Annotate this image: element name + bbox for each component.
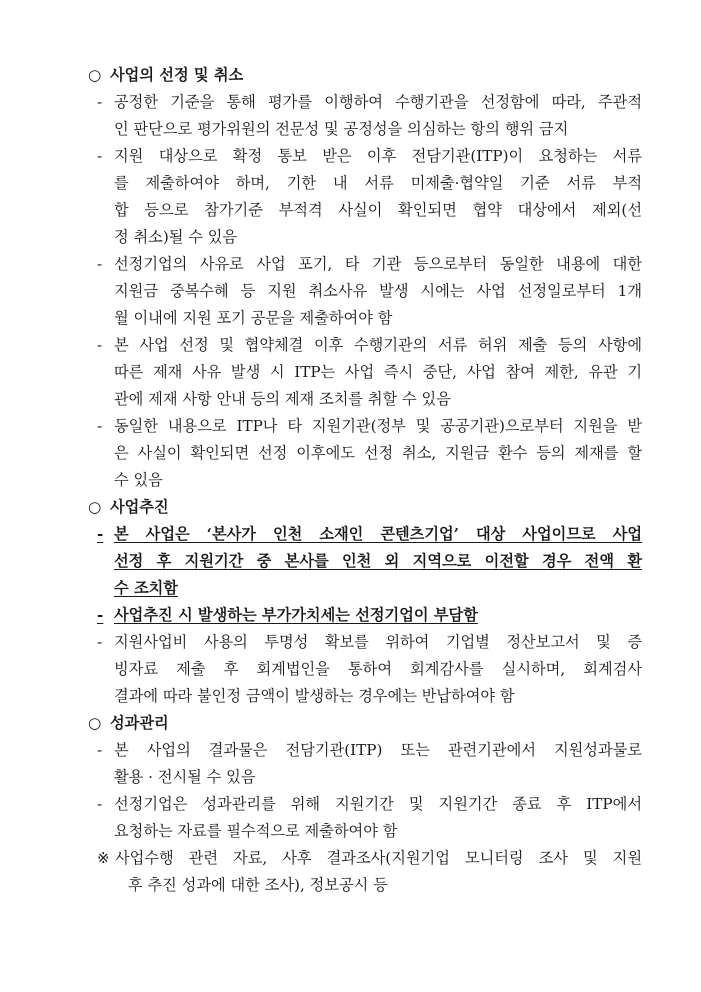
section-title: 성과관리 bbox=[110, 714, 169, 732]
item-text-cont: 관에 제재 사항 안내 등의 제재 조치를 취할 수 있음 bbox=[114, 390, 451, 408]
item-text-cont: 은 사실이 확인되면 선정 이후에도 선정 취소, 지원금 환수 등의 제재를 할 bbox=[114, 444, 642, 462]
item-text: 지원사업비 사용의 투명성 확보를 위하여 기업별 정산보고서 및 증 bbox=[114, 633, 642, 651]
item-text-cont: 활용 · 전시될 수 있음 bbox=[114, 768, 256, 786]
dash-bullet: - bbox=[97, 93, 103, 111]
item-text-cont: 합 등으로 참가기준 부적격 사실이 확인되면 협약 대상에서 제외(선 bbox=[114, 201, 642, 219]
item-text-cont: 따른 제재 사유 발생 시 ITP는 사업 즉시 중단, 사업 참여 제한, 유관 기 bbox=[114, 363, 642, 381]
item-text-cont: 인 판단으로 평가위원의 전문성 및 공정성을 의심하는 항의 행위 금지 bbox=[114, 120, 569, 138]
list-item bbox=[86, 89, 642, 116]
note-text-cont: 후 추진 성과에 대한 조사), 정보공시 등 bbox=[128, 876, 388, 894]
dash-bullet: - bbox=[97, 795, 103, 813]
list-item bbox=[86, 602, 642, 629]
list-item bbox=[86, 521, 642, 548]
item-text-cont: 수 있음 bbox=[114, 471, 163, 489]
item-text-emphasis: 선정 후 지원기간 중 본사를 인천 외 지역으로 이전할 경우 전액 환 bbox=[114, 552, 642, 570]
document-page bbox=[86, 62, 642, 899]
item-text-cont: 요청하는 자료를 필수적으로 제출하여야 함 bbox=[114, 822, 398, 840]
list-item bbox=[86, 737, 642, 764]
item-text-cont: 정 취소)될 수 있음 bbox=[114, 228, 238, 246]
item-text: 지원 대상으로 확정 통보 받은 이후 전담기관(ITP)이 요청하는 서류 bbox=[114, 147, 642, 165]
item-text-emphasis: 사업추진 시 발생하는 부가가치세는 선정기업이 부담함 bbox=[114, 606, 478, 624]
dash-bullet: - bbox=[97, 633, 103, 651]
item-text: 본 사업의 결과물은 전담기관(ITP) 또는 관련기관에서 지원성과물로 bbox=[114, 741, 642, 759]
item-text-emphasis: 본 사업은 ‘본사가 인천 소재인 콘텐츠기업’ 대상 사업이므로 사업 bbox=[114, 525, 642, 543]
item-text: 본 사업 선정 및 협약체결 이후 수행기관의 서류 허위 제출 등의 사항에 bbox=[114, 336, 642, 354]
item-text: 공정한 기준을 통해 평가를 이행하여 수행기관을 선정함에 따라, 주관적 bbox=[114, 93, 642, 111]
dash-bullet: - bbox=[97, 147, 103, 165]
item-text-cont: 빙자료 제출 후 회계법인을 통하여 회계감사를 실시하며, 회계검사 bbox=[114, 660, 642, 678]
circle-bullet: ○ bbox=[88, 498, 102, 516]
list-item bbox=[86, 251, 642, 278]
section-heading bbox=[86, 62, 642, 89]
dash-bullet: - bbox=[97, 606, 104, 624]
dash-bullet: - bbox=[97, 741, 103, 759]
list-item bbox=[86, 332, 642, 359]
item-text: 선정기업의 사유로 사업 포기, 타 기관 등으로부터 동일한 내용에 대한 bbox=[114, 255, 642, 273]
list-item bbox=[86, 143, 642, 170]
circle-bullet: ○ bbox=[88, 714, 102, 732]
note-text: 사업수행 관련 자료, 사후 결과조사(지원기업 모니터링 조사 및 지원 bbox=[115, 849, 642, 867]
list-item bbox=[86, 413, 642, 440]
item-text-cont: 지원금 중복수혜 등 지원 취소사유 발생 시에는 사업 선정일로부터 1개 bbox=[114, 282, 642, 300]
section-title: 사업의 선정 및 취소 bbox=[110, 66, 244, 84]
item-text-cont: 결과에 따라 불인정 금액이 발생하는 경우에는 반납하여야 함 bbox=[114, 687, 515, 705]
dash-bullet: - bbox=[97, 525, 104, 543]
list-item bbox=[86, 791, 642, 818]
item-text: 동일한 내용으로 ITP나 타 지원기관(정부 및 공공기관)으로부터 지원을 받 bbox=[114, 417, 642, 435]
item-text-cont: 월 이내에 지원 포기 공문을 제출하여야 함 bbox=[114, 309, 393, 327]
item-text: 선정기업은 성과관리를 위해 지원기간 및 지원기간 종료 후 ITP에서 bbox=[114, 795, 642, 813]
item-text-emphasis: 수 조치함 bbox=[114, 579, 178, 597]
item-text-cont: 를 제출하여야 하며, 기한 내 서류 미제출·협약일 기준 서류 부적 bbox=[114, 174, 642, 192]
circle-bullet: ○ bbox=[88, 66, 102, 84]
section-heading bbox=[86, 710, 642, 737]
dash-bullet: - bbox=[97, 255, 103, 273]
item-text-cont bbox=[86, 548, 642, 575]
note-item bbox=[86, 845, 642, 872]
list-item bbox=[86, 629, 642, 656]
section-heading bbox=[86, 494, 642, 521]
dash-bullet: - bbox=[97, 336, 103, 354]
item-text-cont bbox=[86, 575, 642, 602]
section-title: 사업추진 bbox=[110, 498, 169, 516]
reference-mark: ※ bbox=[97, 849, 110, 867]
dash-bullet: - bbox=[97, 417, 103, 435]
